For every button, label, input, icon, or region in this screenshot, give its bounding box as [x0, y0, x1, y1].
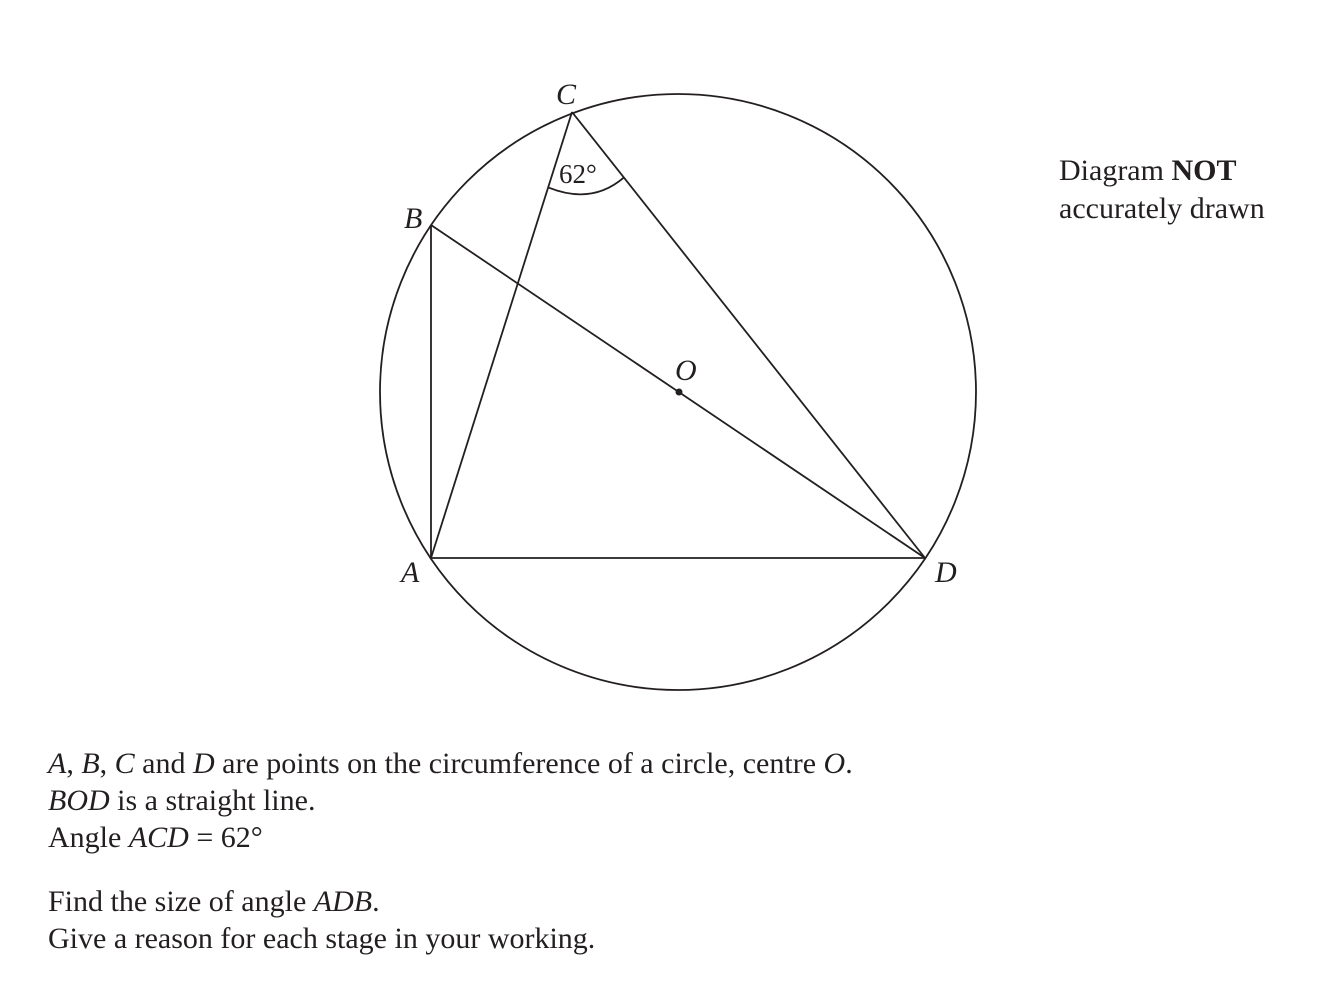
task-line-2: Give a reason for each stage in your working. [48, 922, 596, 955]
diagram-note [1059, 152, 1265, 228]
statement-line-3: Angle ACD = 62° [48, 821, 263, 854]
angle-label-acd: 62° [559, 159, 597, 189]
statement-line-1: A, B, C and D are points on the circumference of a circle, centre O. [48, 747, 853, 780]
note-line-2: accurately drawn [1059, 192, 1265, 225]
centre-point-o [676, 389, 683, 396]
question-task [48, 883, 595, 957]
chord-cd [572, 112, 925, 558]
label-a: A [401, 556, 420, 589]
question-statement [48, 745, 853, 856]
label-b: B [404, 202, 423, 235]
label-c: C [556, 78, 577, 111]
task-line-1: Find the size of angle ADB. [48, 885, 380, 918]
note-emphasis: NOT [1171, 154, 1237, 187]
chord-ac [431, 112, 572, 558]
statement-line-2: BOD is a straight line. [48, 784, 316, 817]
label-o: O [675, 354, 697, 387]
note-text: Diagram [1059, 154, 1172, 187]
label-d: D [935, 556, 957, 589]
